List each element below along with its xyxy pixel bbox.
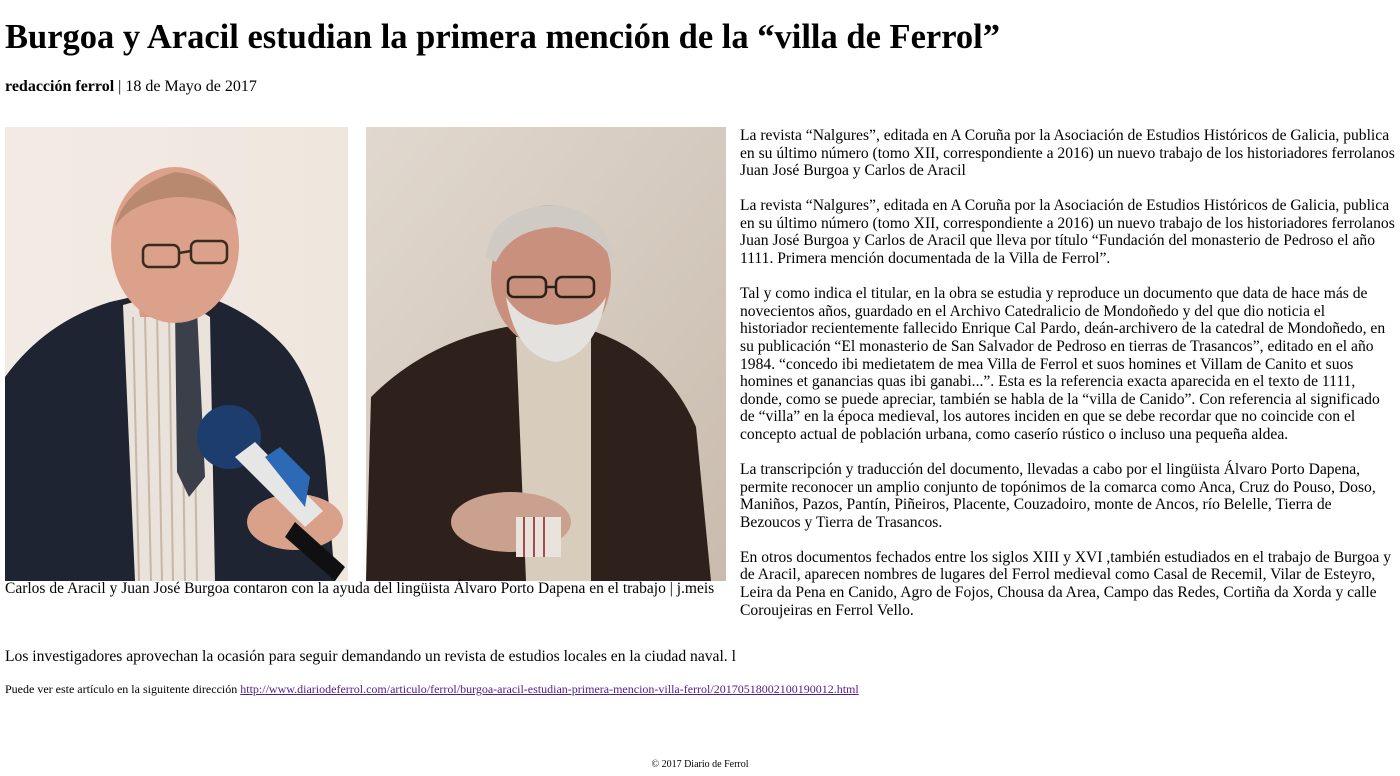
article-paragraph: La revista “Nalgures”, editada en A Coruña por la Asociación de Estudios Históricos de Galicia, publica en su último número (tomo XII, correspondiente a 2016) un nuevo trabajo de los historiadores ferrolanos Juan José Burgoa y Carlos de Aracil que lleva por título “Fundación del monasterio de Pedroso el año 1111. Primera mención documentada de la Villa de Ferrol”. — [740, 197, 1395, 268]
photo-caption: Carlos de Aracil y Juan José Burgoa contaron con la ayuda del lingüista Álvaro Porto Dapena en el trabajo | j.meis — [5, 580, 715, 597]
article-paragraph: Tal y como indica el titular, en la obra se estudia y reproduce un documento que data de hace más de novecientos años, guardado en el Archivo Catedralicio de Mondoñedo y del que dio noticia el historiador recientemente fallecido Enrique Cal Pardo, deán-archivero de la catedral de Mondoñedo, en su publicación “El monasterio de San Salvador de Pedroso en tierras de Trasancos”, editado en el año 1984. “concedo ibi medietatem de mea Villa de Ferrol et suos homines et Villam de Canito et suos homines et ganancias quas ibi ganabi...”. Esta es la referencia exacta aparecida en el texto de 1111, donde, como se puede apreciar, también se habla de la “villa de Canido”. Con referencia al significado de “villa” en la época medieval, los autores inciden en que se debe recordar que no coincide con el concepto actual de población urbana, como caserío rústico o incluso una pequeña aldea. — [740, 285, 1386, 443]
article-paragraph: La transcripción y traducción del documento, llevadas a cabo por el lingüista Álvaro Porto Dapena, permite reconocer un amplio conjunto de topónimos de la comarca como Anca, Cruz do Pouso, Doso, Maniños, Pazos, Pantín, Piñeiros, Placente, Couzadoiro, monte de Ancos, río Belelle, Tierra de Bezoucos y Tierra de Trasancos. — [740, 461, 1376, 531]
source-link[interactable]: http://www.diariodeferrol.com/articulo/ferrol/burgoa-aracil-estudian-primera-mencion-villa-ferrol/20170518002100190012.html — [240, 682, 859, 696]
article-closing: Los investigadores aprovechan la ocasión para seguir demandando un revista de estudios locales en la ciudad naval. l — [5, 648, 736, 665]
article-photo-right — [366, 127, 726, 581]
source-prefix: Puede ver este artículo en la siguitente dirección — [5, 682, 238, 696]
article-author: redacción ferrol — [5, 78, 115, 95]
article-body — [740, 127, 1395, 637]
article-headline: Burgoa y Aracil estudian la primera mención de la “villa de Ferrol” — [5, 18, 1000, 56]
photo-portrait-right — [366, 127, 726, 581]
source-line — [5, 682, 859, 697]
article-paragraph: La revista “Nalgures”, editada en A Coruña por la Asociación de Estudios Históricos de Galicia, publica en su último número (tomo XII, correspondiente a 2016) un nuevo trabajo de los historiadores ferrolanos Juan José Burgoa y Carlos de Aracil — [740, 127, 1395, 180]
article-date: 18 de Mayo de 2017 — [125, 78, 257, 95]
article-byline — [5, 78, 257, 96]
photo-portrait-left — [5, 127, 348, 581]
article-photo-left — [5, 127, 348, 581]
byline-separator: | — [118, 78, 122, 95]
article-paragraph: En otros documentos fechados entre los siglos XIII y XVI ,también estudiados en el trabajo de Burgoa y de Aracil, aparecen nombres de lugares del Ferrol medieval como Casal de Recemil, Vilar de Esteyro, Leira da Pena en Canido, Agro de Fojos, Chousa da Area, Campo das Redes, Cortiña da Xorda y calle Coroujeiras en Ferrol Vello. — [740, 548, 1392, 619]
footer-copyright: © 2017 Diario de Ferrol — [651, 759, 749, 770]
